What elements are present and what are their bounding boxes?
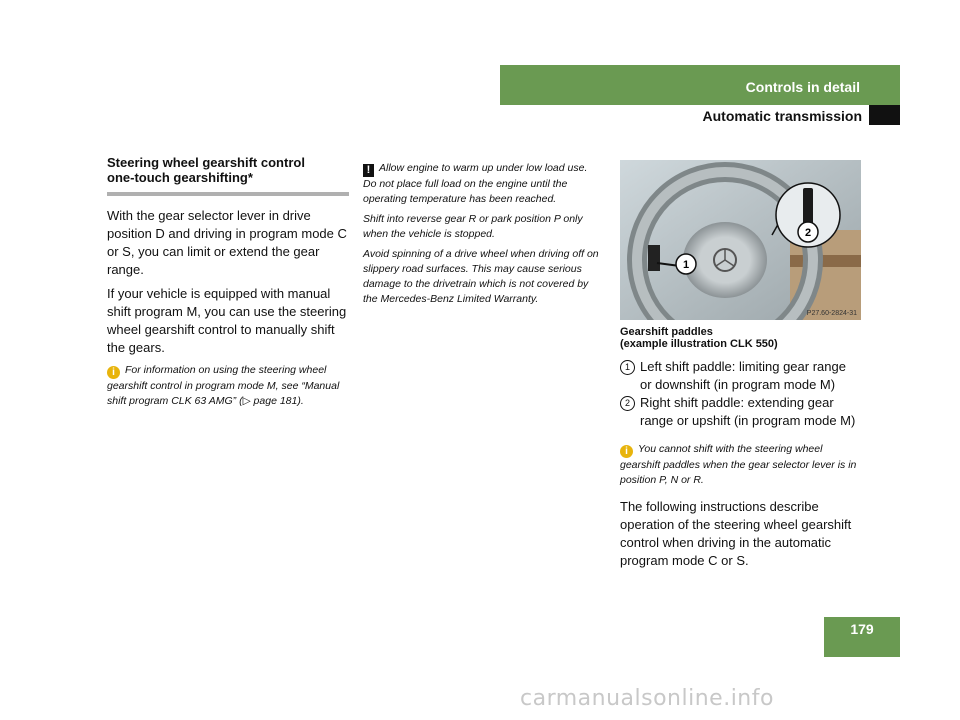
warning-icon: ! — [363, 164, 374, 177]
info-text: You cannot shift with the steering wheel gearshift paddles when the gear selector lever is in position P, N or R. — [620, 443, 857, 486]
item-text: Left shift paddle: limiting gear range or downshift (in program mode M) — [640, 359, 846, 392]
info-note — [620, 442, 861, 488]
image-code: P27.60-2824-31 — [806, 310, 857, 317]
right-column — [620, 160, 861, 576]
warning-1-text: Allow engine to warm up under low load use. Do not place full load on the engine until the operating temperature has been reached. — [363, 162, 588, 205]
caption-line-2: (example illustration CLK 550) — [620, 338, 778, 350]
callout-1-label: 1 — [682, 259, 690, 271]
page-number-box — [824, 617, 900, 657]
steering-wheel-photo — [620, 160, 861, 320]
warning-block — [363, 161, 603, 312]
section-header — [500, 65, 900, 105]
paragraph: The following instructions describe operation of the steering wheel gearshift control when driving in the automatic program mode C or S. — [620, 499, 852, 568]
info-icon: i — [620, 445, 633, 458]
info-icon: i — [107, 366, 120, 379]
heading-rule — [107, 192, 349, 196]
thumb-tab — [869, 105, 900, 125]
section-title: Controls in detail — [745, 79, 860, 95]
item-number: 2 — [620, 396, 635, 411]
info-note — [107, 363, 349, 409]
info-text: For information on using the steering wheel gearshift control in program mode M, see “Manual shift program CLK 63 AMG” (▷ page 181). — [107, 364, 340, 407]
subsection-title: Automatic transmission — [702, 108, 862, 124]
watermark: carmanualsonline.info — [520, 686, 774, 711]
warning-3: Avoid spinning of a drive wheel when driving off on slippery road surfaces. This may cause serious damage to the drivetrain which is not covered by the Mercedes-Benz Limited Warranty. — [363, 248, 599, 305]
paragraph-1: With the gear selector lever in drive position D and driving in program mode C or S, you can limit or extend the gear range. — [107, 208, 347, 277]
section-heading-line1: Steering wheel gearshift control — [107, 155, 305, 170]
paragraph-2: If your vehicle is equipped with manual shift program M, you can use the steering wheel gearshift control to manually shift the gears. — [107, 286, 347, 355]
item-text: Right shift paddle: extending gear range or upshift (in program mode M) — [640, 395, 856, 428]
list-item — [620, 394, 861, 430]
page-number: 179 — [850, 621, 874, 637]
list-item — [620, 358, 861, 394]
caption-line-1: Gearshift paddles — [620, 326, 713, 338]
left-column — [107, 155, 349, 409]
warning-2: Shift into reverse gear R or park position P only when the vehicle is stopped. — [363, 213, 583, 240]
warning-1 — [363, 161, 603, 207]
callout-2-label: 2 — [804, 227, 812, 239]
item-number: 1 — [620, 360, 635, 375]
figure-caption — [620, 326, 861, 350]
section-heading-line2: one-touch gearshifting* — [107, 170, 253, 185]
